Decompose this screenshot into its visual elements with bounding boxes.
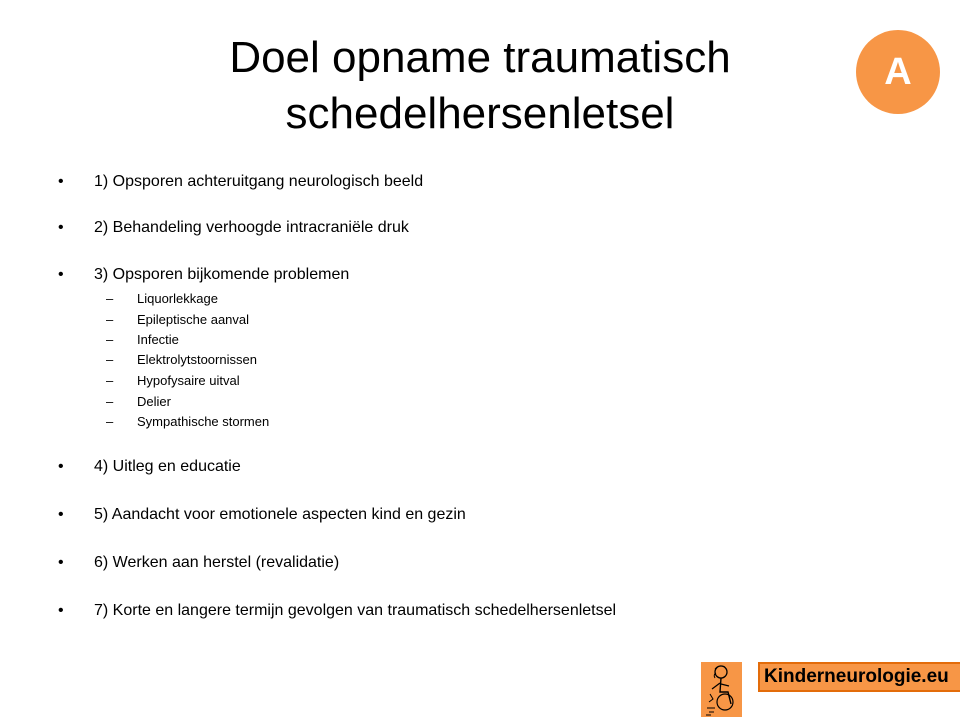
sub-list-item-text: Liquorlekkage	[137, 291, 218, 306]
dash-marker: –	[106, 352, 114, 367]
list-item-text: 1) Opsporen achteruitgang neurologisch beeld	[94, 173, 424, 190]
dash-marker: –	[106, 394, 114, 409]
bullet-marker: •	[58, 602, 64, 619]
dash-marker: –	[106, 414, 114, 429]
dash-marker: –	[106, 332, 114, 347]
dash-marker: –	[106, 291, 114, 306]
sub-list-item-text: Infectie	[137, 332, 179, 347]
list-item-text: 5) Aandacht voor emotionele aspecten kind en gezin	[94, 506, 466, 523]
bullet-marker: •	[58, 173, 64, 190]
child-wheelchair-icon	[701, 662, 742, 717]
list-item-text: 7) Korte en langere termijn gevolgen van traumatisch schedelhersenletsel	[94, 602, 617, 619]
sub-list-item-text: Epileptische aanval	[137, 312, 250, 327]
bullet-marker: •	[58, 266, 64, 283]
bullet-marker: •	[58, 554, 64, 571]
dash-marker: –	[106, 373, 114, 388]
dash-marker: –	[106, 312, 114, 327]
slide-title-line-2: schedelhersenletsel	[285, 89, 675, 138]
sub-list-item-text: Elektrolytstoornissen	[137, 352, 257, 367]
list-item-text: 6) Werken aan herstel (revalidatie)	[94, 554, 340, 571]
list-item-text: 3) Opsporen bijkomende problemen	[94, 266, 350, 283]
logo-text: Kinderneurologie.eu	[758, 662, 960, 692]
bullet-marker: •	[58, 458, 64, 475]
slide-title-line-1: Doel opname traumatisch	[229, 33, 731, 82]
section-badge: A	[856, 30, 940, 114]
bullet-marker: •	[58, 506, 64, 523]
slide-title	[90, 30, 870, 142]
list-item-text: 2) Behandeling verhoogde intracraniële druk	[94, 219, 409, 236]
sub-list-item-text: Hypofysaire uitval	[137, 373, 240, 388]
bullet-marker: •	[58, 219, 64, 236]
sub-list-item-text: Delier	[137, 394, 171, 409]
logo-illustration	[701, 662, 742, 717]
sub-list-item-text: Sympathische stormen	[137, 414, 270, 429]
list-item-text: 4) Uitleg en educatie	[94, 458, 241, 475]
